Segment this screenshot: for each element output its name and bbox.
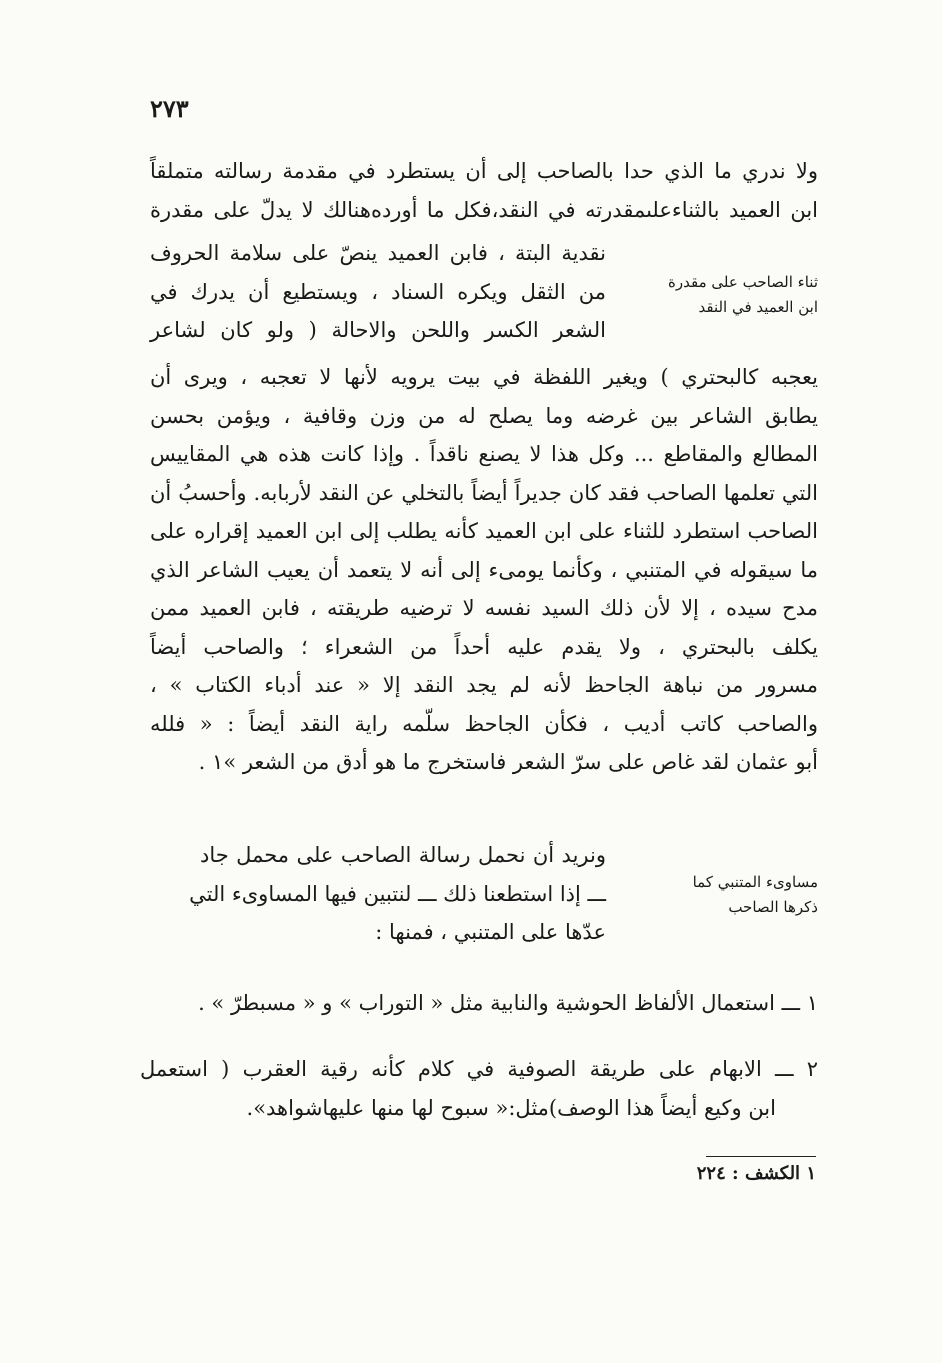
- text-line: عدّها على المتنبي ، فمنها :: [375, 920, 606, 944]
- text-line: والصاحب كاتب أديب ، فكأن الجاحظ سلّمه راية النقد أيضاً : « فلله: [150, 711, 818, 736]
- margin-note-line: مساوىء المتنبي كما: [692, 873, 818, 891]
- paragraph-intro-continued: [150, 358, 818, 782]
- text-line: ولا ندري ما الذي حدا بالصاحب إلى أن يستطرد في مقدمة رسالته متملقاً: [150, 159, 818, 183]
- list-item-1: [150, 984, 818, 1023]
- text-line: مدح سيده ، إلا لأن ذلك السيد نفسه لا ترضيه طريقته ، فابن العميد ممن: [150, 596, 818, 620]
- margin-note-praise: [630, 270, 818, 320]
- paragraph-intro: [150, 152, 818, 229]
- text-line: الشعر الكسر واللحن والاحالة ( ولو كان لشاعر: [150, 318, 606, 342]
- text-line: من الثقل ويكره السناد ، ويستطيع أن يدرك في: [150, 279, 606, 304]
- text-line: الصاحب استطرد للثناء على ابن العميد كأنه يطلب إلى ابن العميد إقراره على: [150, 519, 818, 543]
- text-line: يطابق الشاعر بين غرضه وما يصلح له من وزن وقافية ، ويؤمن بحسن: [150, 403, 818, 428]
- footnote: ١ الكشف : ٢٢٤: [696, 1163, 816, 1184]
- text-line: أبو عثمان لقد غاص على سرّ الشعر فاستخرج ما هو أدق من الشعر »١ .: [198, 750, 818, 774]
- text-line: ابن وكيع أيضاً هذا الوصف)مثل:« سبوح لها منها عليهاشواهد».: [246, 1096, 776, 1120]
- list-item-2-continued: [140, 1089, 776, 1128]
- text-line: ما سيقوله في المتنبي ، وكأنما يومىء إلى أنه لا يتعمد أن يعيب الشاعر الذي: [150, 557, 818, 582]
- list-item-2: [140, 1050, 818, 1089]
- text-line: نقدية البتة ، فابن العميد ينصّ على سلامة الحروف: [150, 241, 606, 265]
- paragraph-intro-inset: [150, 234, 606, 350]
- margin-note-line: ذكرها الصاحب: [728, 898, 818, 916]
- page-number: ٢٧٣: [150, 94, 189, 123]
- footnote-divider: [706, 1156, 816, 1157]
- paragraph-faults-intro: [189, 836, 606, 952]
- text-line: يكلف بالبحتري ، ولا يقدم عليه أحداً من الشعراء ؛ والصاحب أيضاً: [150, 634, 818, 659]
- text-line: ١ ـــ استعمال الألفاظ الحوشية والنابية مثل « التوراب » و « مسبطرّ » .: [198, 991, 818, 1015]
- text-line: التي تعلمها الصاحب فقد كان جديراً أيضاً بالتخلي عن النقد لأربابه. وأحسبُ أن: [150, 480, 818, 505]
- text-line: مسرور من نباهة الجاحظ لأنه لم يجد النقد إلا « عند أدباء الكتاب » ،: [150, 673, 818, 697]
- margin-note-faults: [640, 870, 818, 920]
- margin-note-line: ابن العميد في النقد: [698, 298, 818, 316]
- text-line: المطالع والمقاطع ... وكل هذا لا يصنع ناقداً . وإذا كانت هذه هي المقاييس: [150, 442, 818, 466]
- text-line: ـــ إذا استطعنا ذلك ـــ لنتبين فيها المساوىء التي: [189, 881, 606, 906]
- text-line: ابن العميد بالثناءعلىمقدرته في النقد،فكل ما أورده‌هنالك لا يدلّ على مقدرة: [150, 197, 818, 222]
- text-line: يعجبه كالبحتري ) ويغير اللفظة في بيت يرويه لأنها لا تعجبه ، ويرى أن: [150, 365, 818, 389]
- text-line: ونريد أن نحمل رسالة الصاحب على محمل جاد: [200, 843, 606, 867]
- text-line: ٢ ـــ الابهام على طريقة الصوفية في كلام كأنه رقية العقرب ( استعمل: [140, 1057, 818, 1081]
- margin-note-line: ثناء الصاحب على مقدرة: [668, 273, 818, 291]
